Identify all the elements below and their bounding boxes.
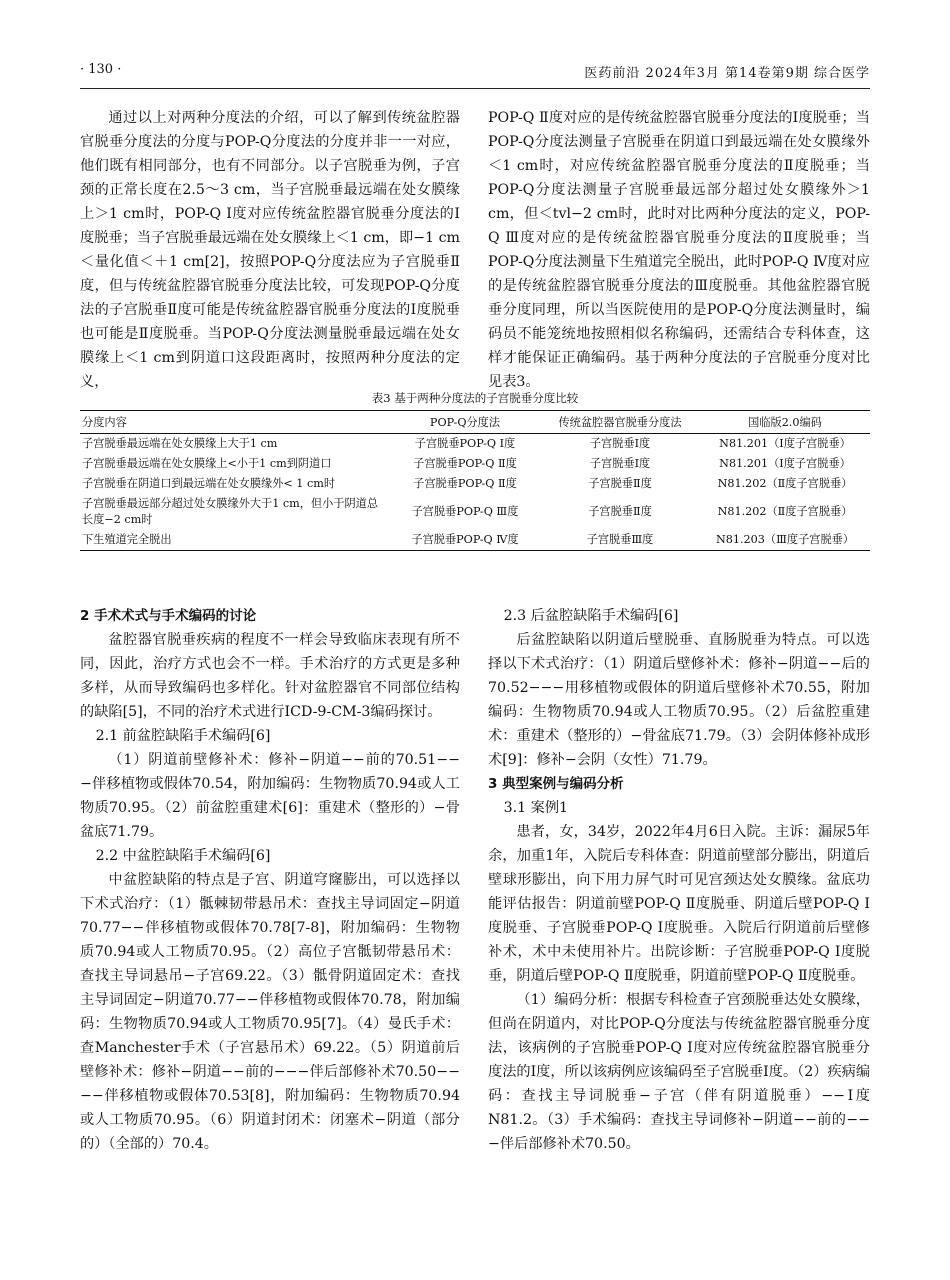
page-number: · 130 · xyxy=(80,62,122,77)
table-cell: N81.202（Ⅱ度子宫脱垂） xyxy=(717,505,853,518)
header-rule xyxy=(80,88,870,89)
paragraph: 通过以上对两种分度法的介绍，可以了解到传统盆腔器官脱垂分度法的分度与POP-Q分度法的分度并非一一对应，他们既有相同部分，也有不同部分。以子宫脱垂为例，子宫颈的正常长度在2.5～3 cm，当子宫脱垂最远端在处女膜缘上＞1 cm时，POP-Q Ⅰ度对应传统盆腔器官脱垂分度法的Ⅰ度脱垂；当子宫脱垂最远端在处女膜缘上＜1 cm，即−1 cm＜量化值＜＋1 cm[2]，按照POP-Q分度法应为子宫脱垂Ⅱ度，但与传统盆腔器官脱垂分度法比较，可发现POP-Q分度法的子宫脱垂Ⅱ度可能是传统盆腔器官脱垂分度法的Ⅰ度脱垂也可能是Ⅱ度脱垂。当POP-Q分度法测量脱垂最远端在处女膜缘上＜1 cm到阴道口这段距离时，按照两种分度法的定义， xyxy=(80,110,460,390)
subsection-heading: 2.3 后盆腔缺陷手术编码[6] xyxy=(503,608,679,624)
table-cell: 子宫脱垂Ⅰ度 xyxy=(589,437,651,450)
table-caption: 表3 基于两种分度法的子宫脱垂分度比较 xyxy=(371,391,579,405)
table-cell: 子宫脱垂POP-Q Ⅱ度 xyxy=(413,457,517,470)
column-top-left xyxy=(80,106,460,394)
subsection-heading: 3.1 案例1 xyxy=(503,800,569,816)
section-heading: 2 手术术式与手术编码的讨论 xyxy=(80,608,257,624)
table-row xyxy=(80,530,870,551)
table-cell: N81.202（Ⅱ度子宫脱垂） xyxy=(717,477,853,490)
table-cell: 子宫脱垂POP-Q Ⅱ度 xyxy=(413,477,517,490)
table-row xyxy=(80,474,870,494)
table-row xyxy=(80,454,870,474)
column-header: POP-Q分度法 xyxy=(390,411,540,434)
running-header xyxy=(80,62,870,84)
table-cell: 子宫脱垂POP-Q Ⅲ度 xyxy=(411,505,519,518)
table-row xyxy=(80,434,870,455)
column-header: 传统盆腔器官脱垂分度法 xyxy=(540,411,700,434)
table-cell: 子宫脱垂POP-Q Ⅰ度 xyxy=(414,437,516,450)
column-top-right xyxy=(488,106,870,394)
table-header-row xyxy=(80,411,870,434)
table-cell: 子宫脱垂最远部分超过处女膜缘外大于1 cm，但小于阴道总长度−2 cm时 xyxy=(82,497,379,526)
paragraph: 中盆腔缺陷的特点是子宫、阴道穹窿膨出，可以选择以下术式治疗：（1）骶棘韧带悬吊术：查找主导词固定−阴道70.77−−伴移植物或假体70.78[7-8]，附加编码：生物物质70.94或人工物质70.95。（2）高位子宫骶韧带悬吊术：查找主导词悬吊−子宫69.22。（3）骶骨阴道固定术：查找主导词固定−阴道70.77−−伴移植物或假体70.78，附加编码：生物物质70.94或人工物质70.95[7]。（4）曼氏手术：查Manchester手术（子宫悬吊术）69.22。（5）阴道前后壁修补术：修补−阴道−−前的−−−伴后部修补术70.50−−−−伴移植物或假体70.53[8]，附加编码：生物物质70.94或人工物质70.95。（6）阴道封闭术：闭塞术−阴道（部分的）（全部的）70.4。 xyxy=(80,872,460,1152)
table-cell: 子宫脱垂Ⅲ度 xyxy=(540,530,700,551)
column-header: 国临版2.0编码 xyxy=(700,411,870,434)
table-cell: 子宫脱垂Ⅱ度 xyxy=(588,505,652,518)
subsection-heading: 2.1 前盆腔缺陷手术编码[6] xyxy=(95,728,271,744)
table-cell: N81.201（Ⅰ度子宫脱垂） xyxy=(719,457,851,470)
table-cell: 子宫脱垂Ⅱ度 xyxy=(588,477,652,490)
table-cell: 子宫脱垂Ⅰ度 xyxy=(589,457,651,470)
column-bottom-right xyxy=(488,604,870,1156)
paragraph: 盆腔器官脱垂疾病的程度不一样会导致临床表现有所不同，因此，治疗方式也会不一样。手术治疗的方式更是多种多样，从而导致编码也多样化。针对盆腔器官不同部位结构的缺陷[5]，不同的治疗术式进行ICD-9-CM-3编码探讨。 xyxy=(80,632,460,720)
paragraph: 后盆腔缺陷以阴道后壁脱垂、直肠脱垂为特点。可以选择以下术式治疗：（1）阴道后壁修补术：修补−阴道−−后的70.52−−−用移植物或假体的阴道后壁修补术70.55，附加编码：生物物质70.94或人工物质70.95。（2）后盆腔重建术：重建术（整形的）−骨盆底71.79。（3）会阴体修补成形术[9]：修补−会阴（女性）71.79。 xyxy=(488,632,870,768)
table-cell: 下生殖道完全脱出 xyxy=(80,530,390,551)
column-bottom-left xyxy=(80,604,460,1156)
table-cell: N81.201（Ⅰ度子宫脱垂） xyxy=(719,437,851,450)
journal-info: 医药前沿 2024年3月 第14卷第9期 综合医学 xyxy=(584,66,870,81)
table-cell: 子宫脱垂最远端在处女膜缘上大于1 cm xyxy=(82,437,278,450)
paragraph: 患者，女，34岁，2022年4月6日入院。主诉：漏尿5年余，加重1年，入院后专科体查：阴道前壁部分膨出，阴道后壁球形膨出，向下用力屏气时可见宫颈达处女膜缘。盆底功能评估报告：阴道前壁POP-Q Ⅱ度脱垂、阴道后壁POP-Q Ⅰ度脱垂、子宫脱垂POP-Q Ⅰ度脱垂。入院后行阴道前后壁修补术，术中未使用补片。出院诊断：子宫脱垂POP-Q Ⅰ度脱垂，阴道后壁POP-Q Ⅱ度脱垂，阴道前壁POP-Q Ⅱ度脱垂。 xyxy=(488,824,870,984)
table-cell: N81.203（Ⅲ度子宫脱垂） xyxy=(700,530,870,551)
table-row xyxy=(80,494,870,530)
table-cell: 子宫脱垂在阴道口到最远端在处女膜缘外< 1 cm时 xyxy=(82,477,336,490)
comparison-table xyxy=(80,410,870,551)
paragraph: （1）编码分析：根据专科检查子宫颈脱垂达处女膜缘，但尚在阴道内，对比POP-Q分度法与传统盆腔器官脱垂分度法，该病例的子宫脱垂POP-Q Ⅰ度对应传统盆腔器官脱垂分度法的Ⅰ度，所以该病例应该编码至子宫脱垂Ⅰ度。（2）疾病编码：查找主导词脱垂−子宫（伴有阴道脱垂）−−Ⅰ度N81.2。（3）手术编码：查找主导词修补−阴道−−前的−−−伴后部修补术70.50。 xyxy=(488,992,871,1152)
paragraph: POP-Q Ⅱ度对应的是传统盆腔器官脱垂分度法的Ⅰ度脱垂；当POP-Q分度法测量子宫脱垂在阴道口到最远端在处女膜缘外＜1 cm时，对应传统盆腔器官脱垂分度法的Ⅱ度脱垂；当POP-Q分度法测量子宫脱垂最远部分超过处女膜缘外＞1 cm，但＜tvl−2 cm时，此时对比两种分度法的定义，POP-Q Ⅲ度对应的是传统盆腔器官脱垂分度法的Ⅱ度脱垂；当POP-Q分度法测量下生殖道完全脱出，此时POP-Q Ⅳ度对应的是传统盆腔器官脱垂分度法的Ⅲ度脱垂。其他盆腔器官脱垂分度同理，所以当医院使用的是POP-Q分度法测量时，编码员不能笼统地按照相似名称编码，还需结合专科体查，这样才能保证正确编码。基于两种分度法的子宫脱垂分度对比见表3。 xyxy=(488,110,870,390)
subsection-heading: 2.2 中盆腔缺陷手术编码[6] xyxy=(95,848,271,864)
paragraph: （1）阴道前壁修补术：修补−阴道−−前的70.51−−−伴移植物或假体70.54，附加编码：生物物质70.94或人工物质70.95。（2）前盆腔重建术[6]：重建术（整形的）−骨盆底71.79。 xyxy=(80,752,460,840)
table-cell: 子宫脱垂最远端在处女膜缘上<小于1 cm到阴道口 xyxy=(82,457,332,470)
column-header: 分度内容 xyxy=(80,411,390,434)
section-heading: 3 典型案例与编码分析 xyxy=(488,776,624,792)
table-cell: 子宫脱垂POP-Q Ⅳ度 xyxy=(390,530,540,551)
